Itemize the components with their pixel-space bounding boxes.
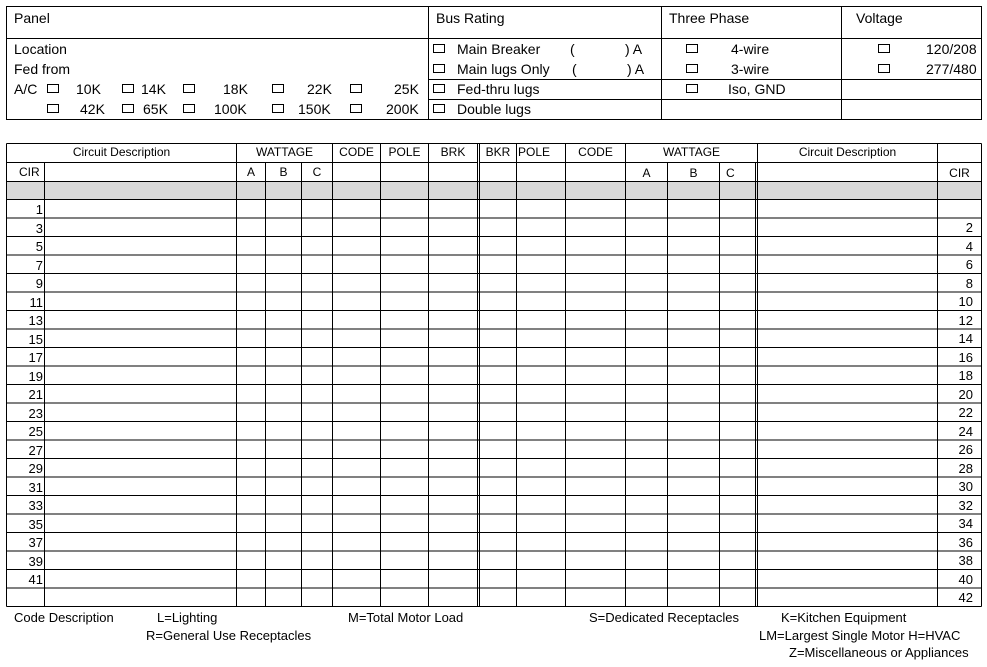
left-phase-c-header: C	[312, 165, 322, 179]
legend-general-receptacles: R=General Use Receptacles	[146, 628, 312, 643]
paren-open: (	[570, 41, 575, 57]
right-circuit-number: 4	[965, 238, 973, 254]
right-wattage-header: WATTAGE	[662, 145, 721, 159]
ac-rating-label: 65K	[143, 101, 168, 117]
ac-rating-label: 25K	[394, 81, 419, 97]
ac-rating-label: 42K	[80, 101, 105, 117]
left-circuit-number: 23	[28, 405, 43, 421]
left-cir-header: CIR	[19, 165, 40, 179]
ac-rating-label: 14K	[141, 81, 166, 97]
right-bkr-header: BKR	[485, 145, 511, 159]
four-wire-label: 4-wire	[731, 41, 770, 57]
left-wattage-header: WATTAGE	[255, 145, 314, 159]
left-circuit-number: 13	[28, 313, 43, 328]
right-circuit-number: 40	[958, 571, 973, 587]
ac-rating-label: 18K	[223, 81, 248, 97]
right-circuit-number: 42	[958, 590, 973, 605]
ac-22k-checkbox[interactable]	[272, 84, 284, 93]
ac-65k-checkbox[interactable]	[122, 104, 134, 113]
ac-10k-checkbox[interactable]	[47, 84, 59, 93]
three-phase-label: Three Phase	[669, 10, 750, 26]
ac-rating-label: 100K	[214, 101, 247, 117]
right-circuit-description-header: Circuit Description	[798, 145, 897, 159]
right-circuit-number: 12	[958, 312, 973, 328]
main-lugs-label: Main lugs Only	[457, 61, 550, 77]
left-circuit-number: 5	[35, 239, 43, 254]
panel-label: Panel	[14, 10, 50, 26]
left-phase-b-header: B	[279, 165, 288, 179]
code-description-label: Code Description	[14, 610, 114, 625]
left-circuit-number: 25	[28, 424, 43, 439]
right-circuit-number: 30	[958, 479, 973, 494]
left-circuit-number: 7	[35, 257, 43, 273]
left-circuit-number: 27	[28, 442, 43, 458]
ac-18k-checkbox[interactable]	[183, 84, 195, 93]
right-circuit-number: 32	[958, 497, 973, 513]
double-lugs-label: Double lugs	[457, 101, 531, 117]
right-circuit-number: 24	[958, 423, 973, 439]
right-circuit-number: 14	[958, 331, 973, 346]
fed-from-label: Fed from	[14, 61, 71, 77]
ac-rating-label: 200K	[386, 101, 419, 117]
iso-gnd-label: Iso, GND	[728, 81, 786, 97]
left-phase-a-header: A	[246, 165, 255, 179]
blank-shaded-row	[7, 181, 981, 199]
fed-thru-checkbox[interactable]	[433, 84, 445, 93]
ac-100k-checkbox[interactable]	[183, 104, 195, 113]
legend-dedicated-receptacles: S=Dedicated Receptacles	[589, 610, 739, 625]
left-circuit-description-header: Circuit Description	[72, 145, 171, 159]
left-circuit-number: 37	[28, 535, 43, 550]
ac-rating-label: 10K	[76, 81, 101, 97]
left-circuit-number: 1	[35, 202, 43, 217]
left-brk-header: BRK	[440, 145, 466, 159]
fed-thru-label: Fed-thru lugs	[457, 81, 540, 97]
right-pole-header: POLE	[518, 145, 551, 159]
legend-misc: Z=Miscellaneous or Appliances	[789, 645, 969, 660]
ac-25k-checkbox[interactable]	[350, 84, 362, 93]
four-wire-checkbox[interactable]	[686, 44, 698, 53]
right-code-header: CODE	[578, 145, 613, 159]
main-breaker-checkbox[interactable]	[433, 44, 445, 53]
right-circuit-number: 38	[958, 553, 973, 568]
ac-14k-checkbox[interactable]	[122, 84, 134, 93]
voltage-120-208-checkbox[interactable]	[878, 44, 890, 53]
right-circuit-number: 10	[958, 294, 973, 309]
right-circuit-number: 26	[958, 442, 973, 457]
right-circuit-number: 22	[958, 405, 973, 420]
left-circuit-number: 17	[28, 350, 43, 365]
right-circuit-number: 16	[958, 349, 973, 365]
double-lugs-checkbox[interactable]	[433, 104, 445, 113]
left-circuit-number: 39	[28, 553, 43, 569]
legend-lighting: L=Lighting	[157, 610, 218, 625]
left-circuit-number: 9	[35, 276, 43, 291]
left-circuit-number: 29	[28, 461, 43, 476]
left-circuit-number: 21	[28, 387, 43, 402]
amp-suffix: ) A	[625, 41, 643, 57]
right-circuit-number: 2	[965, 220, 973, 235]
ac-200k-checkbox[interactable]	[350, 104, 362, 113]
location-label: Location	[14, 41, 67, 57]
right-phase-a-header: A	[642, 166, 651, 180]
right-cir-header: CIR	[949, 166, 970, 180]
right-phase-b-header: B	[689, 166, 698, 180]
three-wire-label: 3-wire	[731, 61, 770, 77]
iso-gnd-checkbox[interactable]	[686, 84, 698, 93]
left-code-header: CODE	[339, 145, 374, 159]
left-circuit-number: 35	[28, 516, 43, 532]
voltage-option-label: 277/480	[926, 61, 977, 77]
right-circuit-number: 18	[958, 368, 973, 383]
right-circuit-number: 8	[965, 275, 973, 291]
ac-label: A/C	[14, 81, 38, 97]
right-circuit-number: 34	[958, 516, 973, 531]
ac-rating-label: 150K	[298, 101, 331, 117]
main-lugs-checkbox[interactable]	[433, 64, 445, 73]
right-circuit-number: 20	[958, 386, 973, 402]
ac-150k-checkbox[interactable]	[272, 104, 284, 113]
bus-rating-label: Bus Rating	[436, 10, 505, 26]
right-circuit-number: 28	[958, 460, 973, 476]
ac-rating-label: 22K	[307, 81, 332, 97]
voltage-label: Voltage	[856, 10, 903, 26]
amp-suffix: ) A	[627, 61, 645, 77]
left-circuit-number: 31	[28, 479, 43, 495]
paren-open: (	[572, 61, 577, 77]
legend-largest-motor-hvac: LM=Largest Single Motor H=HVAC	[759, 628, 961, 643]
left-circuit-number: 33	[28, 498, 43, 513]
voltage-option-label: 120/208	[926, 41, 977, 57]
left-circuit-number: 15	[28, 331, 43, 347]
right-circuit-number: 6	[965, 257, 973, 272]
right-circuit-number: 36	[958, 534, 973, 550]
left-circuit-number: 11	[29, 294, 43, 310]
legend-kitchen: K=Kitchen Equipment	[781, 610, 907, 625]
left-circuit-number: 41	[28, 572, 43, 587]
ac-42k-checkbox[interactable]	[47, 104, 59, 113]
left-circuit-number: 19	[28, 368, 43, 384]
legend-motor-load: M=Total Motor Load	[348, 610, 464, 625]
voltage-277-480-checkbox[interactable]	[878, 64, 890, 73]
three-wire-checkbox[interactable]	[686, 64, 698, 73]
main-breaker-label: Main Breaker	[457, 41, 541, 57]
right-phase-c-header: C	[726, 166, 735, 180]
left-circuit-number: 3	[35, 220, 43, 236]
left-pole-header: POLE	[388, 145, 421, 159]
